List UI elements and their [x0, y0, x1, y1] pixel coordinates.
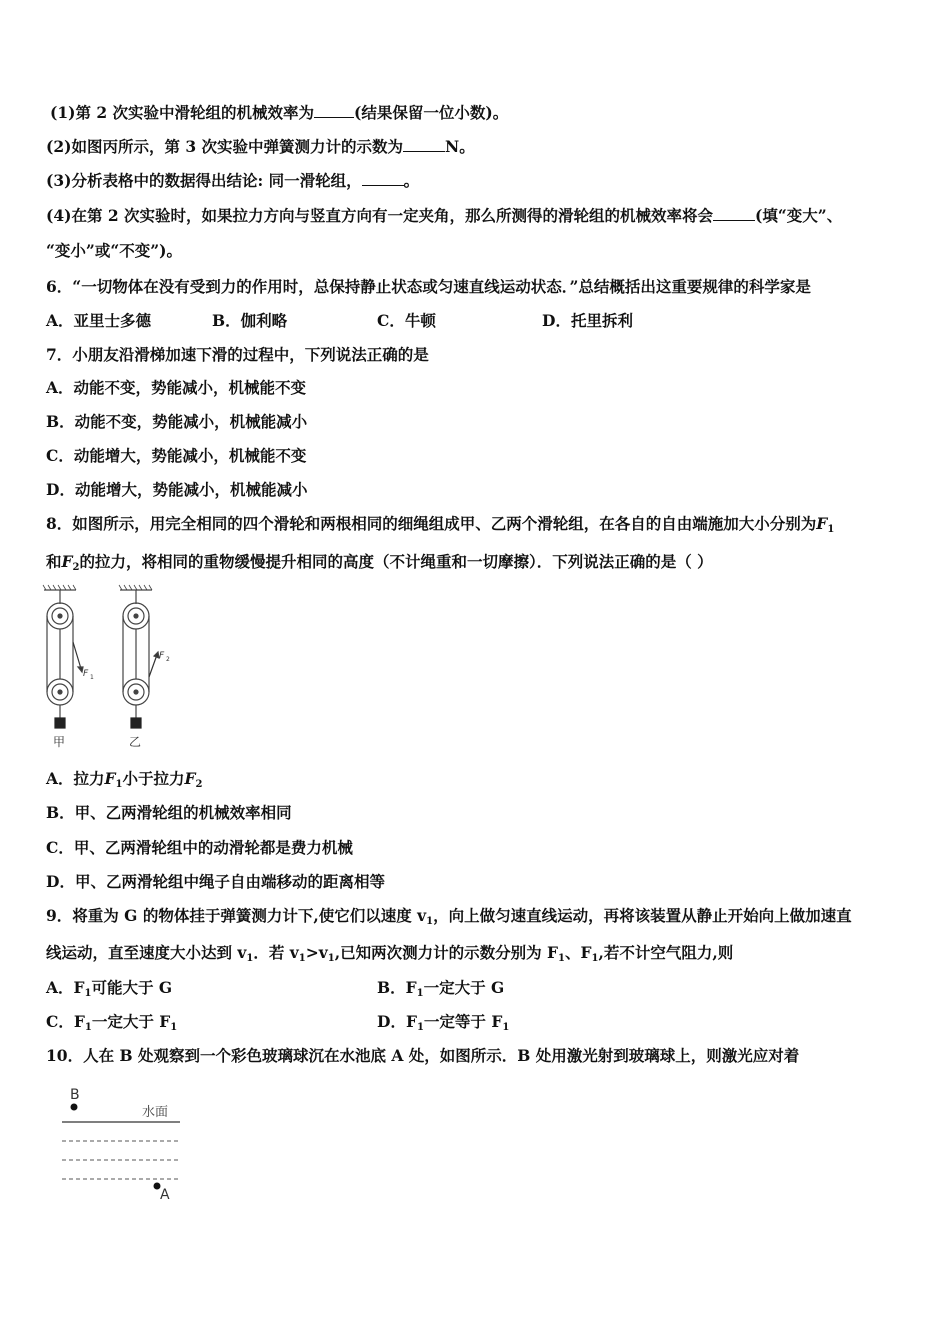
point-a-label: A [160, 1187, 170, 1203]
q5-part4-line2: “变小”或“不变”)。 [46, 241, 182, 260]
q9-text: >v [305, 943, 328, 962]
q8-and: 和 [46, 552, 62, 571]
subscript: 1 [246, 953, 254, 964]
q5-part2-tail: N。 [445, 137, 475, 156]
q9-text: 线运动，直至速度大小达到 v [46, 943, 247, 962]
subscript: 1 [115, 779, 123, 790]
q8-stem-line1 [46, 514, 834, 534]
option-text: 一定等于 F [423, 1012, 503, 1031]
subscript: 2 [72, 562, 80, 573]
pulley-figure [36, 582, 186, 752]
answer-blank[interactable] [713, 206, 755, 221]
force-symbol: F [184, 769, 196, 788]
water-surface-label: 水面 [142, 1105, 169, 1120]
q10-stem: 10．人在 B 处观察到一个彩色玻璃球沉在水池底 A 处，如图所示．B 处用激光射到玻璃球上，则激光应对着 [46, 1046, 800, 1065]
point-b-label: B [70, 1087, 80, 1103]
q7-option-d[interactable]: D．动能增大，势能减小，机械能减小 [46, 480, 308, 499]
q9-stem-line2 [46, 943, 733, 963]
f2-subscript: 2 [166, 656, 170, 663]
force-symbol: F [104, 769, 116, 788]
q8-stem-text: 8．如图所示，用完全相同的四个滑轮和两根相同的细绳组成甲、乙两个滑轮组，在各自的自由端施加大小分别为 [46, 514, 817, 533]
q5-part1-text: (1)第 2 次实验中滑轮组的机械效率为 [50, 103, 315, 122]
f2-label: F [159, 651, 165, 661]
q9-text: ,已知两次测力计的示数分别为 F [334, 943, 559, 962]
subscript: 1 [298, 953, 306, 964]
force-symbol: F [61, 552, 73, 571]
q7-option-c[interactable]: C．动能增大，势能减小，机械能不变 [46, 446, 307, 465]
q7-option-a[interactable]: A．动能不变，势能减小，机械能不变 [46, 378, 307, 397]
label-yi: 乙 [129, 735, 142, 749]
q9-text: 、F [565, 943, 592, 962]
option-text: 一定大于 F [91, 1012, 171, 1031]
option-text: C．F [46, 1012, 85, 1031]
q8-stem-line2 [46, 552, 713, 572]
q5-part4-text: (4)在第 2 次实验时，如果拉力方向与竖直方向有一定夹角，那么所测得的滑轮组的机械效率将会 [46, 206, 714, 225]
q6-option-d[interactable]: D．托里拆利 [542, 311, 633, 330]
subscript: 1 [416, 1022, 424, 1033]
subscript: 1 [170, 1022, 178, 1033]
q5-part3-tail: 。 [403, 171, 420, 190]
subscript: 1 [502, 1022, 510, 1033]
q6-option-b[interactable]: B．伽利略 [212, 311, 288, 330]
q8-stem-rest: 的拉力，将相同的重物缓慢提升相同的高度（不计绳重和一切摩擦）．下列说法正确的是（ ） [79, 552, 713, 571]
f1-subscript: 1 [90, 674, 94, 681]
option-text: B．F [377, 978, 417, 997]
q9-text: 9．将重为 G 的物体挂于弹簧测力计下,使它们以速度 v [46, 906, 427, 925]
q7-stem: 7．小朋友沿滑梯加速下滑的过程中，下列说法正确的是 [46, 345, 429, 364]
q5-part4 [46, 206, 842, 226]
q5-part3 [46, 171, 419, 191]
weight-block [55, 718, 65, 728]
q9-stem-line1 [46, 906, 852, 926]
q9-option-d[interactable] [377, 1012, 509, 1032]
q9-option-b[interactable] [377, 978, 504, 998]
subscript: 1 [416, 988, 424, 999]
option-text: A．拉力 [46, 769, 105, 788]
option-text: 可能大于 G [91, 978, 173, 997]
subscript: 1 [558, 953, 565, 964]
force-symbol: F [816, 514, 828, 533]
ceiling-hatch [43, 585, 76, 590]
q5-part2-text: (2)如图丙所示，第 3 次实验中弹簧测力计的示数为 [46, 137, 404, 156]
option-text: A．F [46, 978, 85, 997]
weight-block [131, 718, 141, 728]
subscript: 1 [426, 916, 434, 927]
point-b-dot [71, 1104, 78, 1111]
q9-text: ．若 v [253, 943, 299, 962]
q6-stem: 6．“一切物体在没有受到力的作用时，总保持静止状态或匀速直线运动状态．”总结概括出这重要规律的科学家是 [46, 277, 811, 296]
q7-option-b[interactable]: B．动能不变，势能减小，机械能减小 [46, 412, 308, 431]
q8-option-d[interactable]: D．甲、乙两滑轮组中绳子自由端移动的距离相等 [46, 872, 385, 891]
q6-option-c[interactable]: C．牛顿 [377, 311, 436, 330]
q6-option-a[interactable]: A．亚里士多德 [46, 311, 152, 330]
subscript: 1 [827, 524, 835, 535]
answer-blank[interactable] [403, 137, 445, 152]
q9-text: ，向上做匀速直线运动，再将该装置从静止开始向上做加速直 [433, 906, 852, 925]
option-text: 一定大于 G [423, 978, 505, 997]
subscript: 1 [84, 988, 92, 999]
q5-part1-tail: (结果保留一位小数)。 [354, 103, 509, 122]
q9-text: ,若不计空气阻力,则 [598, 943, 734, 962]
option-text: 小于拉力 [122, 769, 185, 788]
subscript: 1 [591, 953, 599, 964]
answer-blank[interactable] [362, 171, 404, 186]
option-text: D．F [377, 1012, 417, 1031]
answer-blank[interactable] [314, 103, 354, 118]
water-pool-figure [56, 1082, 196, 1210]
subscript: 2 [195, 779, 203, 790]
q5-part1 [50, 103, 508, 123]
subscript: 1 [327, 953, 335, 964]
q5-part3-text: (3)分析表格中的数据得出结论: 同一滑轮组， [46, 171, 362, 190]
label-jia: 甲 [53, 735, 66, 749]
q8-option-a[interactable] [46, 769, 203, 789]
f1-label: F [83, 669, 89, 679]
q5-part4-tail: (填“变大”、 [755, 206, 843, 225]
subscript: 1 [84, 1022, 92, 1033]
q8-option-b[interactable]: B．甲、乙两滑轮组的机械效率相同 [46, 803, 292, 822]
q9-option-a[interactable] [46, 978, 172, 998]
q8-option-c[interactable]: C．甲、乙两滑轮组中的动滑轮都是费力机械 [46, 838, 353, 857]
q5-part2 [46, 137, 475, 157]
q9-option-c[interactable] [46, 1012, 177, 1032]
